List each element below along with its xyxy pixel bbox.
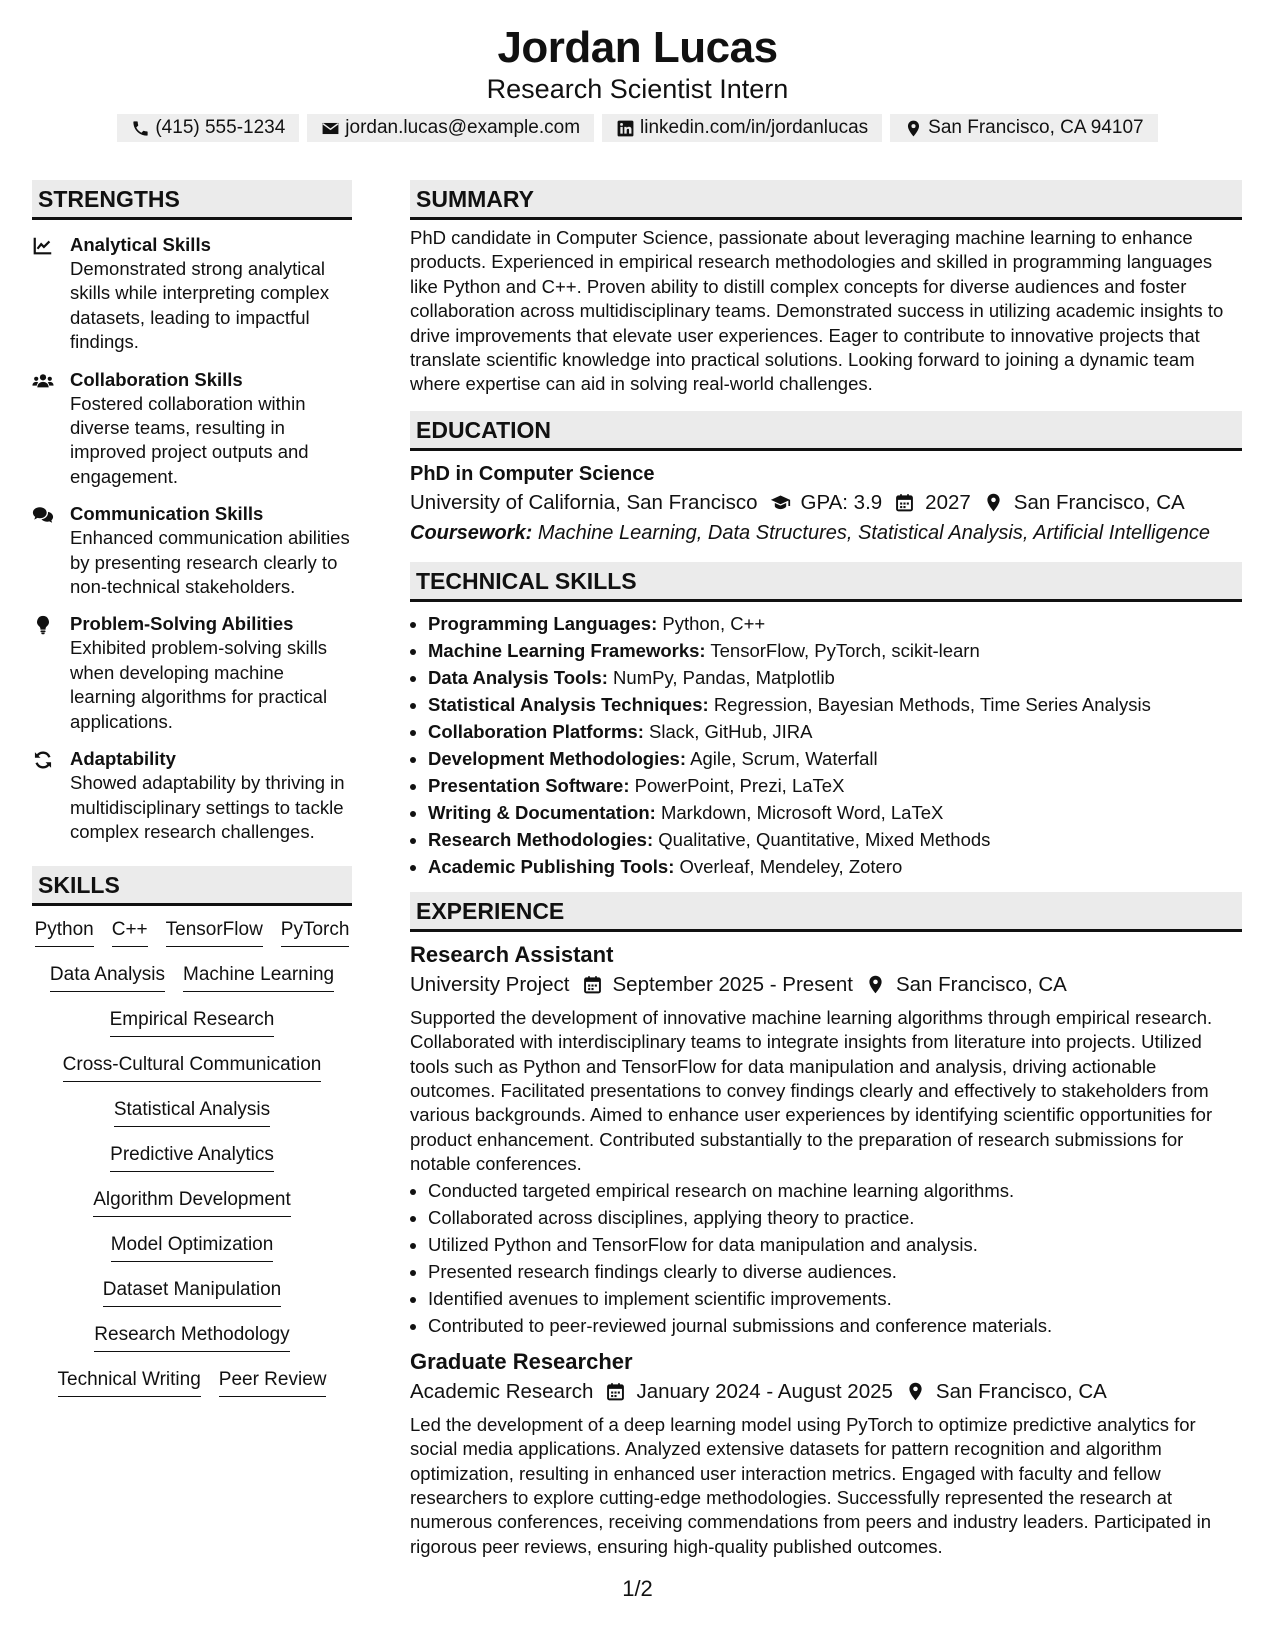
education-location: San Francisco, CA — [1013, 490, 1185, 514]
skill-tag: Empirical Research — [110, 1008, 275, 1037]
job-bullet: • Collaborated across disciplines, applying theory to practice. — [428, 1204, 1242, 1231]
skill-row — [32, 1053, 352, 1098]
contact-linkedin[interactable] — [602, 114, 882, 142]
skill-values: Markdown, Microsoft Word, LaTeX — [660, 801, 944, 823]
strength-title: Analytical Skills — [70, 234, 211, 255]
skill-tag: Algorithm Development — [93, 1188, 290, 1217]
technical-skill-item — [428, 799, 1242, 826]
skill-category: Research Methodologies: — [428, 828, 654, 850]
job-description: Supported the development of innovative machine learning algorithms through empirical research. Collaborated with interdisciplinary teams to integrate insights from literature into projects. Utilized tools such as Python and TensorFlow for data manipulation and analysis, driving actionable outcomes. Facilitated presentations to convey findings clearly and effectively to stakeholders from various backgrounds. Aimed to enhance user experiences by identifying scientific opportunities for product enhancement. Contributed substantially to the preparation of research submissions for notable conferences. — [410, 1006, 1213, 1175]
skill-tag: Machine Learning — [183, 963, 334, 992]
skill-values: Overleaf, Mendeley, Zotero — [679, 855, 903, 877]
location-pin-icon — [865, 974, 886, 995]
job-bullet: • Utilized Python and TensorFlow for data manipulation and analysis. — [428, 1231, 1242, 1258]
lightbulb-icon — [32, 614, 54, 636]
skills-heading: SKILLS — [32, 866, 352, 906]
strength-desc: Showed adaptability by thriving in multidisciplinary settings to tackle complex research challenges. — [70, 772, 345, 842]
skill-tag: TensorFlow — [166, 918, 263, 947]
skill-values: Slack, GitHub, JIRA — [649, 720, 813, 742]
education-degree: PhD in Computer Science — [410, 462, 655, 485]
education-gpa: GPA: 3.9 — [800, 490, 883, 514]
skill-row — [32, 1143, 352, 1188]
contact-phone[interactable] — [117, 114, 299, 142]
skills-cloud — [32, 918, 352, 1413]
right-column — [410, 180, 1242, 1559]
skill-tag: Model Optimization — [111, 1233, 274, 1262]
contact-phone-text: (415) 555-1234 — [155, 117, 286, 138]
calendar-icon — [582, 974, 603, 995]
skill-category: Academic Publishing Tools: — [428, 855, 675, 877]
skill-tag: Python — [35, 918, 94, 947]
experience-entry — [410, 1347, 1242, 1559]
candidate-title: Research Scientist Intern — [486, 74, 789, 104]
skill-row — [32, 1008, 352, 1053]
education-school: University of California, San Francisco — [410, 490, 758, 514]
job-title: Research Assistant — [410, 941, 614, 967]
education-year: 2027 — [925, 490, 971, 514]
technical-skill-item — [428, 718, 1242, 745]
envelope-icon — [321, 119, 340, 138]
education-heading: EDUCATION — [410, 411, 1242, 451]
strength-desc: Enhanced communication abilities by presenting research clearly to non-technical stakeholders. — [70, 527, 350, 598]
skill-tag: Data Analysis — [50, 963, 165, 992]
strength-title: Adaptability — [70, 748, 176, 770]
job-bullet: • Conducted targeted empirical research on machine learning algorithms. — [428, 1177, 1242, 1204]
location-pin-icon — [904, 119, 923, 138]
job-description: Led the development of a deep learning model using PyTorch to optimize predictive analytics for social media applications. Analyzed extensive datasets for pattern recognition and algorithm optimization, resulting in enhanced user interaction metrics. Engaged with faculty and fellow researchers to explore cutting-edge methodologies. Successfully represented the research at numerous conferences, receiving commendations from peers and industry leaders. Participated in rigorous peer reviews, ensuring high-quality published outcomes. — [410, 1413, 1212, 1557]
experience-entry — [410, 940, 1242, 1339]
technical-skill-item — [428, 772, 1242, 799]
technical-skills-list — [410, 610, 1242, 880]
strength-item — [32, 747, 352, 844]
skill-tag: Statistical Analysis — [114, 1098, 270, 1127]
technical-skill-item — [428, 610, 1242, 637]
skill-values: Python, C++ — [662, 612, 766, 634]
technical-skills-heading: TECHNICAL SKILLS — [410, 562, 1242, 602]
contact-location — [890, 114, 1157, 142]
contact-email[interactable] — [307, 114, 594, 142]
technical-skill-item — [428, 853, 1242, 880]
job-title: Graduate Researcher — [410, 1348, 633, 1374]
skill-row — [32, 1278, 352, 1323]
education-coursework — [410, 518, 1242, 548]
phone-icon — [131, 119, 150, 138]
technical-skill-item — [428, 664, 1242, 691]
strength-desc: Exhibited problem-solving skills when developing machine learning algorithms for practical applications. — [70, 637, 328, 732]
skill-tag: Peer Review — [219, 1368, 327, 1397]
skill-values: NumPy, Pandas, Matplotlib — [613, 666, 835, 688]
location-pin-icon — [983, 492, 1004, 513]
skill-category: Data Analysis Tools: — [428, 666, 608, 688]
technical-skill-item — [428, 745, 1242, 772]
job-bullet: • Identified avenues to implement scientific improvements. — [428, 1285, 1242, 1312]
summary-text: PhD candidate in Computer Science, passionate about leveraging machine learning to enhance products. Experienced in empirical research methodologies and skilled in programming languages like Python and C++. Proven ability to distill complex concepts for diverse audiences and foster collaboration across multidisciplinary teams. Demonstrated success in utilizing academic insights to drive improvements that elevate user experiences. Eager to contribute to innovative projects that translate scientific knowledge into practical solutions. Looking forward to joining a dynamic team where expertise can aid in solving real-world challenges. — [410, 227, 1224, 395]
skill-values: Regression, Bayesian Methods, Time Series Analysis — [713, 693, 1151, 715]
skill-tag: Research Methodology — [94, 1323, 289, 1352]
strength-desc: Fostered collaboration within diverse teams, resulting in improved project outputs and engagement. — [70, 392, 309, 487]
skill-tag: Dataset Manipulation — [103, 1278, 282, 1307]
skill-category: Development Methodologies: — [428, 747, 686, 769]
job-bullets — [410, 1177, 1242, 1339]
coursework-list: Machine Learning, Data Structures, Statistical Analysis, Artificial Intelligence — [537, 521, 1210, 544]
job-bullet: • Contributed to peer-reviewed journal submissions and conference materials. — [428, 1312, 1242, 1339]
job-meta — [410, 970, 1242, 1000]
job-dates: January 2024 - August 2025 — [636, 1379, 893, 1403]
job-dates: September 2025 - Present — [612, 972, 853, 996]
experience-heading: EXPERIENCE — [410, 892, 1242, 932]
candidate-name: Jordan Lucas — [497, 23, 778, 72]
contact-linkedin-text: linkedin.com/in/jordanlucas — [640, 117, 869, 138]
strength-item — [32, 368, 352, 490]
coursework-label: Coursework: — [410, 521, 533, 544]
skill-values: TensorFlow, PyTorch, scikit-learn — [710, 639, 980, 661]
left-column — [32, 180, 352, 1413]
job-bullet: • Presented research findings clearly to diverse audiences. — [428, 1258, 1242, 1285]
job-org: University Project — [410, 972, 570, 996]
technical-skill-item — [428, 691, 1242, 718]
chart-line-icon — [32, 235, 54, 257]
contact-location-text: San Francisco, CA 94107 — [928, 117, 1144, 138]
linkedin-icon — [616, 119, 635, 138]
skill-values: PowerPoint, Prezi, LaTeX — [634, 774, 845, 796]
strength-item — [32, 233, 352, 355]
education-meta — [410, 488, 1242, 518]
sync-icon — [32, 749, 54, 771]
contact-bar — [0, 114, 1275, 142]
skill-row — [32, 1098, 352, 1143]
skill-tag: PyTorch — [281, 918, 350, 947]
skill-tag: Technical Writing — [58, 1368, 201, 1397]
strength-title: Collaboration Skills — [70, 368, 243, 390]
users-icon — [32, 370, 54, 392]
skill-row — [32, 1233, 352, 1278]
location-pin-icon — [905, 1381, 926, 1402]
strength-item — [32, 612, 352, 734]
job-location: San Francisco, CA — [935, 1379, 1107, 1403]
strengths-heading: STRENGTHS — [32, 180, 352, 220]
skill-category: Statistical Analysis Techniques: — [428, 693, 709, 715]
skill-values: Qualitative, Quantitative, Mixed Methods — [658, 828, 991, 850]
job-location: San Francisco, CA — [895, 972, 1067, 996]
skill-category: Collaboration Platforms: — [428, 720, 644, 742]
skill-row — [32, 1188, 352, 1233]
skill-tag: C++ — [112, 918, 148, 947]
calendar-icon — [894, 492, 915, 513]
comments-icon — [32, 504, 54, 526]
page-number: 1/2 — [622, 1576, 653, 1601]
job-meta — [410, 1377, 1242, 1407]
skill-category: Machine Learning Frameworks: — [428, 639, 706, 661]
skill-category: Writing & Documentation: — [428, 801, 656, 823]
skill-tag: Predictive Analytics — [110, 1143, 274, 1172]
skill-row — [32, 1323, 352, 1368]
skill-category: Programming Languages: — [428, 612, 658, 634]
skill-row — [32, 918, 352, 963]
strength-title: Communication Skills — [70, 503, 264, 525]
strength-desc: Demonstrated strong analytical skills while interpreting complex datasets, leading to impactful findings. — [70, 258, 330, 353]
skill-tag: Cross-Cultural Communication — [63, 1053, 322, 1082]
skill-row — [32, 963, 352, 1008]
summary-heading: SUMMARY — [410, 180, 1242, 220]
technical-skill-item — [428, 826, 1242, 853]
contact-email-text: jordan.lucas@example.com — [345, 117, 581, 138]
skill-category: Presentation Software: — [428, 774, 630, 796]
technical-skill-item — [428, 637, 1242, 664]
skill-row — [32, 1368, 352, 1413]
skill-values: Agile, Scrum, Waterfall — [690, 747, 878, 769]
strength-item — [32, 502, 352, 599]
job-org: Academic Research — [410, 1379, 594, 1403]
calendar-icon — [605, 1381, 626, 1402]
graduation-cap-icon — [770, 492, 791, 513]
strength-title: Problem-Solving Abilities — [70, 613, 294, 635]
